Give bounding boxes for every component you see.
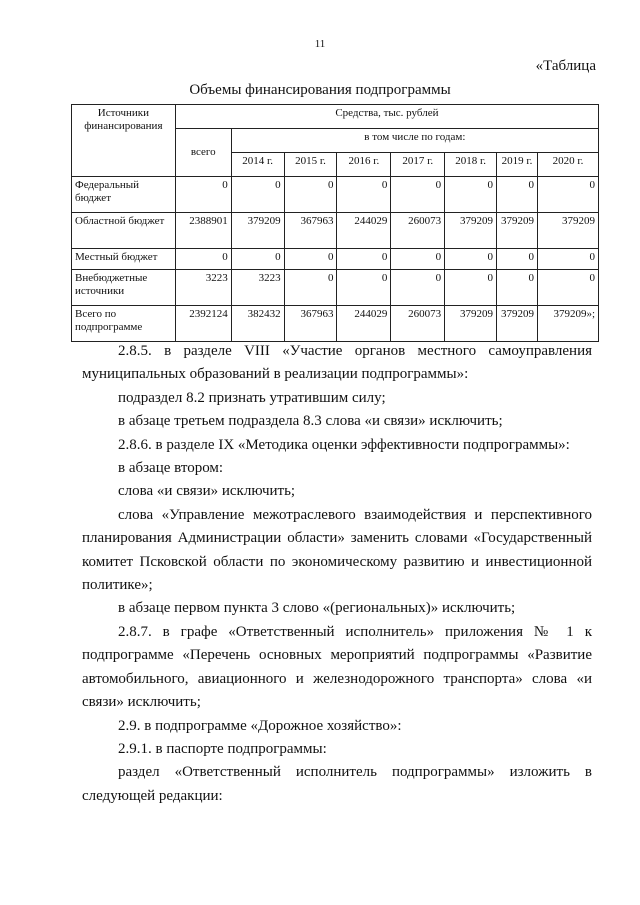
header-year: 2014 г. — [231, 153, 284, 177]
cell-value: 379209 — [497, 306, 538, 342]
cell-value: 379209»; — [538, 306, 599, 342]
cell-value: 260073 — [391, 213, 445, 249]
row-source: Федеральный бюджет — [72, 177, 176, 213]
cell-value: 3223 — [231, 270, 284, 306]
cell-value: 0 — [337, 177, 391, 213]
cell-value: 0 — [284, 270, 337, 306]
cell-value: 0 — [497, 177, 538, 213]
cell-value: 0 — [538, 249, 599, 270]
header-by-year: в том числе по годам: — [231, 129, 598, 153]
cell-value: 0 — [337, 249, 391, 270]
cell-value: 379209 — [445, 306, 497, 342]
cell-value: 2388901 — [175, 213, 231, 249]
cell-value: 3223 — [175, 270, 231, 306]
paragraph: слова «и связи» исключить; — [118, 483, 296, 500]
paragraph: раздел «Ответственный исполнитель подпрограммы» изложить в следующей редакции: — [82, 764, 592, 804]
page-number: 11 — [314, 38, 326, 50]
cell-value: 379209 — [445, 213, 497, 249]
header-year: 2015 г. — [284, 153, 337, 177]
paragraph: слова «Управление межотраслевого взаимодействия и перспективного планирования Администрации области» заменить словами «Государственный комитет Псковской области по экономическому развитию и инвестиционной политике»; — [82, 506, 592, 594]
cell-value: 0 — [175, 177, 231, 213]
paragraph: подраздел 8.2 признать утратившим силу; — [118, 389, 386, 406]
header-year: 2016 г. — [337, 153, 391, 177]
cell-value: 0 — [284, 177, 337, 213]
header-funds: Средства, тыс. рублей — [175, 105, 598, 129]
cell-value: 0 — [231, 177, 284, 213]
paragraph: 2.8.6. в разделе IX «Методика оценки эффективности подпрограммы»: — [118, 436, 570, 453]
table-row — [72, 249, 599, 270]
cell-value: 379209 — [497, 213, 538, 249]
paragraph: в абзаце третьем подраздела 8.3 слова «и связи» исключить; — [118, 413, 503, 430]
cell-value: 260073 — [391, 306, 445, 342]
row-source: Областной бюджет — [72, 213, 176, 249]
cell-value: 244029 — [337, 306, 391, 342]
paragraph: 2.9.1. в паспорте подпрограммы: — [118, 740, 327, 757]
cell-value: 0 — [231, 249, 284, 270]
cell-value: 0 — [391, 177, 445, 213]
paragraph: в абзаце втором: — [118, 460, 224, 477]
header-source: Источники финансирования — [72, 105, 176, 177]
paragraph: 2.8.7. в графе «Ответственный исполнитель» приложения № 1 к подпрограмме «Перечень основных мероприятий подпрограммы «Развитие автомобильного, авиационного и железнодорожного транспорта» слова «и связи» исключить; — [82, 623, 592, 711]
table-title: Объемы финансирования подпрограммы — [189, 82, 451, 98]
cell-value: 367963 — [284, 306, 337, 342]
row-source: Внебюджетные источники — [72, 270, 176, 306]
header-year: 2020 г. — [538, 153, 599, 177]
cell-value: 0 — [175, 249, 231, 270]
table-row — [72, 213, 599, 249]
table-row — [72, 270, 599, 306]
cell-value: 2392124 — [175, 306, 231, 342]
cell-value: 0 — [445, 177, 497, 213]
paragraph: в абзаце первом пункта 3 слово «(региональных)» исключить; — [118, 600, 516, 617]
cell-value: 0 — [391, 270, 445, 306]
table-label: «Таблица — [535, 58, 596, 74]
cell-value: 382432 — [231, 306, 284, 342]
cell-value: 0 — [284, 249, 337, 270]
paragraph: 2.8.5. в разделе VIII «Участие органов местного самоуправления муниципальных образований в реализации подпрограммы»: — [82, 343, 592, 383]
row-source: Местный бюджет — [72, 249, 176, 270]
body-text — [82, 340, 592, 808]
header-year: 2019 г. — [497, 153, 538, 177]
cell-value: 0 — [497, 249, 538, 270]
cell-value: 0 — [538, 270, 599, 306]
cell-value: 244029 — [337, 213, 391, 249]
cell-value: 379209 — [231, 213, 284, 249]
cell-value: 0 — [538, 177, 599, 213]
cell-value: 0 — [445, 249, 497, 270]
cell-value: 0 — [391, 249, 445, 270]
financing-table — [71, 104, 599, 342]
cell-value: 367963 — [284, 213, 337, 249]
table-row — [72, 177, 599, 213]
cell-value: 0 — [497, 270, 538, 306]
header-year: 2018 г. — [445, 153, 497, 177]
header-total: всего — [175, 129, 231, 177]
paragraph: 2.9. в подпрограмме «Дорожное хозяйство»: — [118, 717, 402, 734]
row-source: Всего по подпрограмме — [72, 306, 176, 342]
table-row — [72, 306, 599, 342]
cell-value: 0 — [337, 270, 391, 306]
header-year: 2017 г. — [391, 153, 445, 177]
cell-value: 0 — [445, 270, 497, 306]
cell-value: 379209 — [538, 213, 599, 249]
